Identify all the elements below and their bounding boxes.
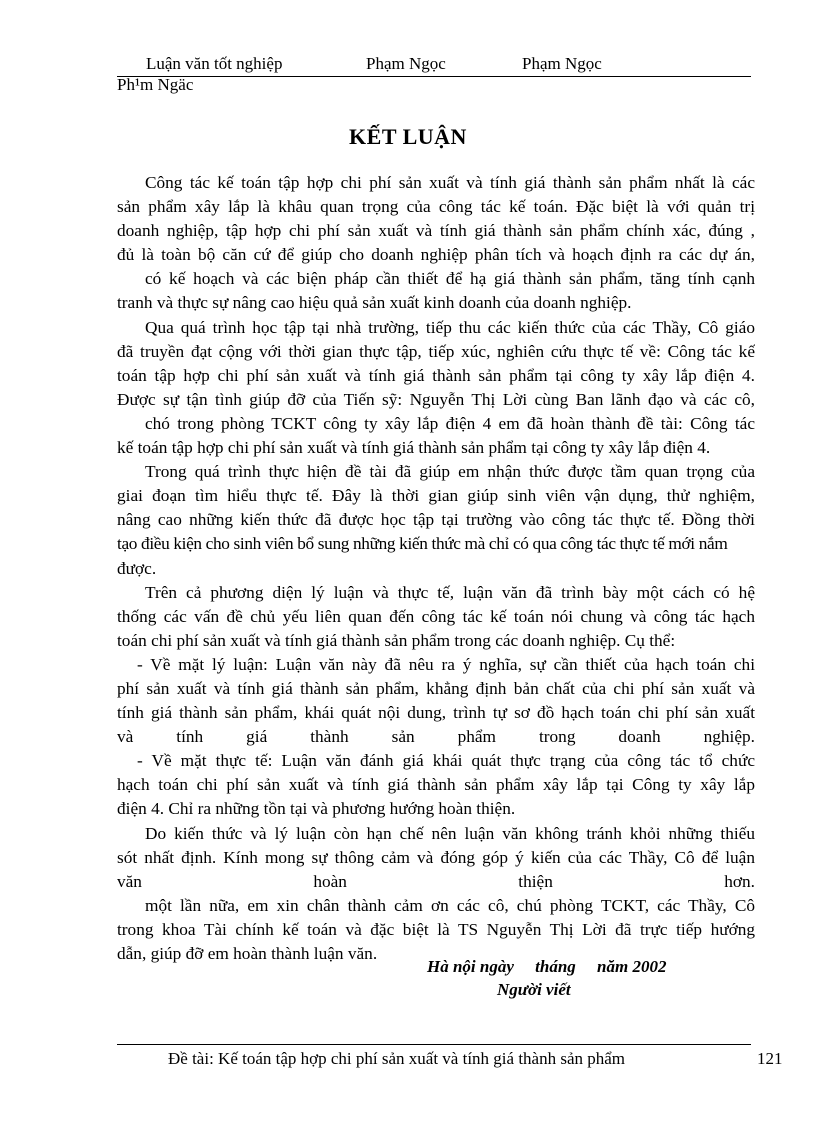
paragraph-line: điện 4. Chỉ ra những tồn tại và phương hướng hoàn thiện. <box>117 799 516 819</box>
footer-topic: Đề tài: Kế toán tập hợp chi phí sản xuất và tính giá thành sản phẩm <box>168 1049 626 1068</box>
paragraph-line: tranh và thực sự nâng cao hiệu quả sản xuất kinh doanh của doanh nghiệp. <box>117 293 632 313</box>
paragraph-line: sót nhất định. Kính mong sự thông cảm và đóng góp ý kiến của các Thầy, Cô để luận <box>117 847 755 867</box>
paragraph-line: hạch toán chi phí sản xuất và tính giá thành sản phẩm xây lắp tại Công ty xây lắp <box>117 775 755 795</box>
paragraph-line: tạo điều kiện cho sinh viên bổ sung những kiến thức mà chỉ có qua công tác thực tế mới nắm <box>117 534 728 554</box>
paragraph-line: Được sự tận tình giúp đỡ của Tiến sỹ: Nguyễn Thị Lời cùng Ban lãnh đạo và các cô, <box>117 389 755 409</box>
paragraph-line: Trên cả phương diện lý luận và thực tế, luận văn đã trình bày một cách có hệ <box>145 582 755 602</box>
paragraph-line: đã truyền đạt cộng với thời gian thực tập, tiếp xúc, nghiên cứu thực tế về: Công tác kế <box>117 341 755 361</box>
paragraph-line: doanh nghiệp, tập hợp chi phí sản xuất và tính giá thành sản phẩm chính xác, đúng , <box>117 221 755 241</box>
paragraph-line: tính giá thành sản phẩm, khái quát nội dung, trình tự sơ đồ hạch toán chi phí sản xuất <box>117 703 755 723</box>
paragraph-line: trong khoa Tài chính kế toán và đặc biệt là TS Nguyễn Thị Lời đã trực tiếp hướng <box>117 919 755 939</box>
header-author-name-repeat: Phạm Ngọc <box>522 54 602 73</box>
paragraph-line: đủ là toàn bộ căn cứ để giúp cho doanh nghiệp phân tích và hoạch định ra các dự án, <box>117 245 755 265</box>
paragraph-line: toán tập hợp chi phí sản xuất và tính giá thành sản phẩm tại công ty xây lắp điện 4. <box>117 365 755 385</box>
paragraph-line: Trong quá trình thực hiện đề tài đã giúp em nhận thức được tầm quan trọng của <box>145 462 755 482</box>
paragraph-line: phí sản xuất và tính giá thành sản phẩm, khẳng định bản chất của chi phí sản xuất và <box>117 678 755 698</box>
paragraph-line: Qua quá trình học tập tại nhà trường, tiếp thu các kiến thức của các Thầy, Cô giáo <box>145 317 755 337</box>
paragraph-line: sản phẩm xây lắp là khâu quan trọng của công tác kế toán. Đặc biệt là với quản trị <box>117 197 755 217</box>
paragraph-line: kế toán tập hợp chi phí sản xuất và tính giá thành sản phẩm tại công ty xây lắp điện 4. <box>117 438 711 458</box>
paragraph-line: - Về mặt thực tế: Luận văn đánh giá khái quát thực trạng của công tác tổ chức <box>137 751 755 771</box>
paragraph-line: được. <box>117 558 157 578</box>
paragraph-line: văn hoàn thiện hơn. <box>117 871 755 891</box>
header-author-name: Phạm Ngọc <box>366 54 446 73</box>
signature-writer: Người viết <box>497 980 571 999</box>
footer-divider <box>117 1044 751 1045</box>
paragraph-line: - Về mặt lý luận: Luận văn này đã nêu ra ý nghĩa, sự cần thiết của hạch toán chi <box>137 654 755 674</box>
header-wrapped-text: Ph¹m Ngäc <box>117 75 194 94</box>
paragraph-line: toán chi phí sản xuất và tính giá thành sản phẩm trong các doanh nghiệp. Cụ thể: <box>117 630 676 650</box>
paragraph-line: thống các vấn đề chủ yếu liên quan đến công tác kế toán nói chung và công tác hạch <box>117 606 755 626</box>
header-thesis-label: Luận văn tốt nghiệp <box>146 54 283 73</box>
page-number: 121 <box>757 1049 783 1068</box>
signature-date: Hà nội ngày tháng năm 2002 <box>427 957 667 976</box>
paragraph-line: Do kiến thức và lý luận còn hạn chế nên luận văn không tránh khỏi những thiếu <box>145 823 755 843</box>
paragraph-line: và tính giá thành sản phẩm trong doanh nghiệp. <box>117 727 755 747</box>
paragraph-line: nâng cao những kiến thức đã được học tập tại trường vào công tác thực tế. Đồng thời <box>117 510 755 530</box>
paragraph-line: có kế hoạch và các biện pháp cần thiết để hạ giá thành sản phẩm, tăng tính cạnh <box>145 269 755 289</box>
body-text <box>117 171 755 966</box>
running-header <box>117 52 751 77</box>
paragraph-line: giai đoạn tìm hiểu thực tế. Đây là thời gian giúp sinh viên vận dụng, thử nghiệm, <box>117 486 755 506</box>
page-title: KẾT LUẬN <box>349 124 467 149</box>
paragraph-line: một lần nữa, em xin chân thành cảm ơn các cô, chú phòng TCKT, các Thầy, Cô <box>145 895 755 915</box>
paragraph-line: Công tác kế toán tập hợp chi phí sản xuất và tính giá thành sản phẩm nhất là các <box>145 173 755 192</box>
paragraph-line: chó trong phòng TCKT công ty xây lắp điện 4 em đã hoàn thành đề tài: Công tác <box>145 413 755 433</box>
paragraph-line: dẫn, giúp đỡ em hoàn thành luận văn. <box>117 944 378 963</box>
